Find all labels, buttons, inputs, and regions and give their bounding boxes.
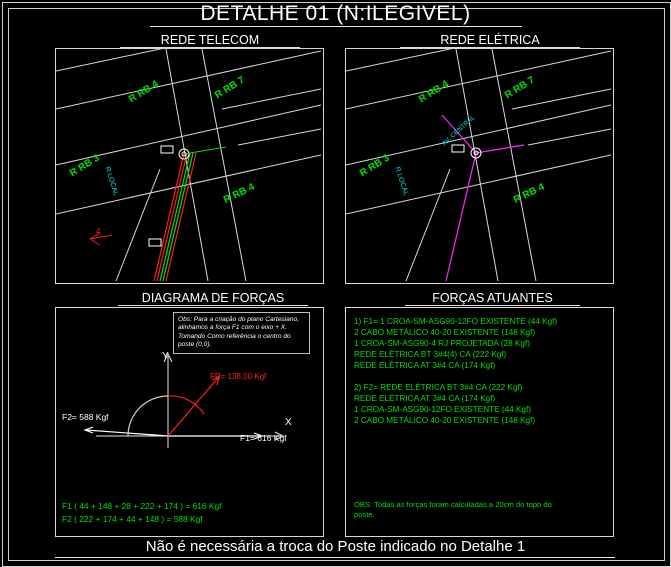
axis-label-x: X	[285, 417, 292, 428]
map-telecom	[55, 48, 324, 284]
map-eletrica-label-av-central: AV. CENTRAL	[441, 114, 477, 148]
forces-line-9: 2 CABO METÁLICO 40-20 EXISTENTE (148 Kgf)	[354, 416, 536, 425]
footer-underline	[55, 557, 615, 558]
map-telecom-label-4: 4	[96, 227, 101, 236]
forces-line-2: 1 CROA-SM-ASG90-4 RJ PROJETADA (28 Kgf)	[354, 339, 530, 348]
forces-list	[354, 316, 557, 426]
vector-label-f1: F1= 616 Kgf	[240, 433, 287, 443]
map-telecom-label-rb4-top: R RB 4	[127, 78, 161, 106]
forces-line-1: 2 CABO METÁLICO 40-20 EXISTENTE (148 Kgf)	[354, 328, 536, 337]
forces-line-6: 2) F2= REDE ELÉTRICA BT 3#4 CA (222 Kgf)	[354, 383, 523, 392]
panel-title-diagrama-underline	[118, 305, 308, 306]
panel-title-diagrama-text: DIAGRAMA DE FORÇAS	[141, 291, 285, 305]
panel-title-telecom	[120, 33, 300, 48]
forces-panel	[345, 307, 614, 537]
panel-title-diagrama	[118, 291, 308, 306]
panel-title-telecom-text: REDE TELECOM	[160, 33, 260, 47]
equation-f1: F1 ( 44 + 148 + 28 + 222 + 174 ) = 616 Kgf	[62, 501, 222, 511]
vector-label-fr: FR= 138,00 Kgf	[210, 372, 267, 381]
map-eletrica-label-rb4-top: R RB 4	[417, 78, 451, 106]
forces-line-5	[354, 371, 557, 382]
forces-line-7: REDE ELÉTRICA AT 3#4 CA (174 Kgf)	[354, 394, 496, 403]
footer-note: Não é necessária a troca do Poste indicado no Detalhe 1	[145, 538, 526, 555]
map-eletrica	[345, 48, 614, 284]
forces-obs: OBS: Todas as forças foram calculadas a 20cm do topo do poste.	[354, 500, 552, 519]
panel-title-atuantes-text: FORÇAS ATUANTES	[432, 291, 553, 305]
title-underline	[150, 26, 522, 27]
panel-title-eletrica-text: REDE ELÉTRICA	[440, 33, 540, 47]
map-telecom-label-rb7: R RB 7	[213, 74, 247, 102]
page-title: DETALHE 01 (N:ILEGIVEL)	[200, 2, 471, 25]
forces-line-8: 1 CROA-SM-ASG90-12FO EXISTENTE (44 Kgf)	[354, 405, 531, 414]
map-eletrica-label-rb4-right: R RB 4	[512, 181, 547, 206]
diagram-note: Obs: Para a criação do plano Cartesiano, alinhamos a força F1 com o eixo + X. Tomando Como referência o centro do poste (0,0).	[173, 312, 310, 354]
forces-line-3: REDE ELÉTRICA BT 3#4(4) CA (222 Kgf)	[354, 350, 507, 359]
forces-line-4: REDE ELÉTRICA AT 3#4 CA (174 Kgf)	[354, 361, 496, 370]
map-eletrica-label-rb7: R RB 7	[503, 74, 537, 102]
map-telecom-label-rb3: R RB 3	[68, 152, 102, 180]
panel-title-eletrica	[400, 33, 580, 48]
equation-f2: F2 ( 222 + 174 + 44 + 148 ) = 588 Kgf	[62, 514, 203, 524]
panel-title-atuantes	[405, 291, 580, 306]
vector-label-f2: F2= 588 Kgf	[62, 412, 109, 422]
map-telecom-label-rlocal: R LOCAL	[103, 166, 120, 197]
map-eletrica-label-rlocal: R LOCAL	[393, 166, 410, 197]
forces-line-0: 1) F1= 1 CROA-SM-ASG90-12FO EXISTENTE (44 Kgf)	[354, 317, 558, 326]
axis-label-y: Y	[162, 351, 169, 362]
map-eletrica-label-rb3: R RB 3	[358, 152, 392, 180]
panel-title-atuantes-underline	[405, 305, 580, 306]
map-telecom-label-rb4-right: R RB 4	[222, 181, 257, 206]
